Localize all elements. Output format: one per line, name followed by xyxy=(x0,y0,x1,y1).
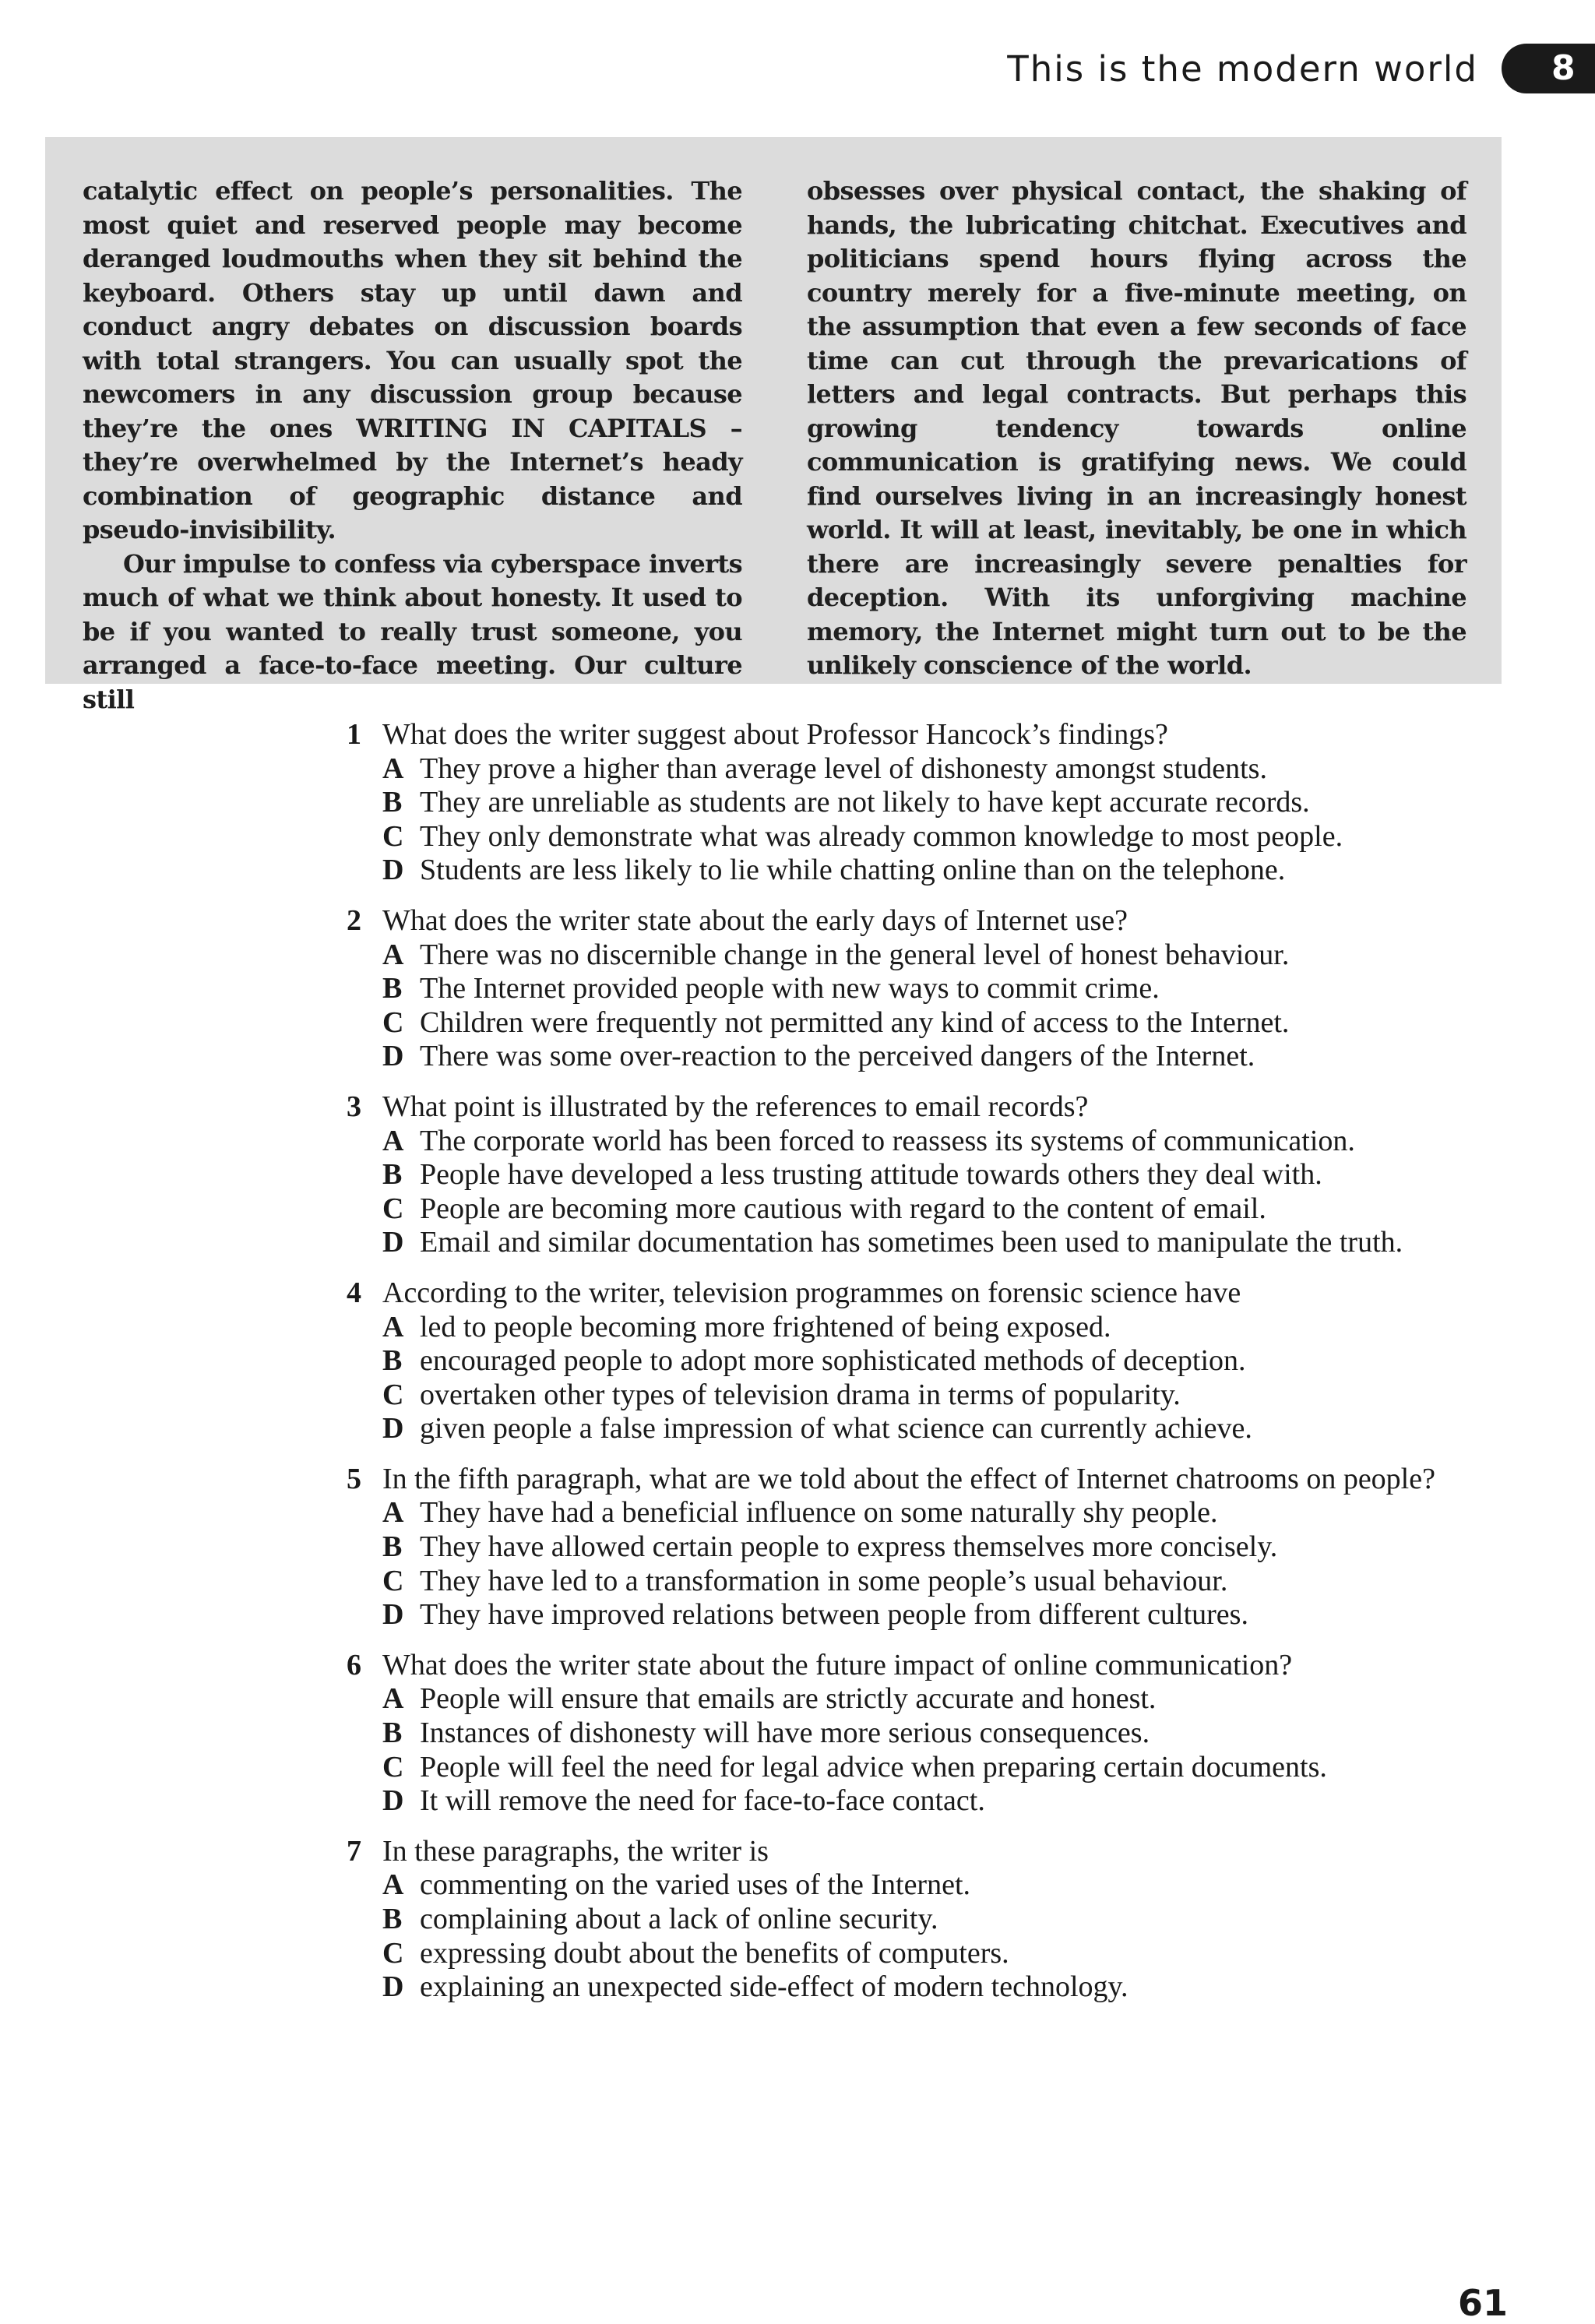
option-letter: C xyxy=(382,1564,404,1597)
answer-option xyxy=(347,1226,1515,1260)
question-number: 1 xyxy=(347,718,361,751)
answer-option xyxy=(347,786,1515,820)
option-text: They have led to a transformation in some people’s usual behaviour. xyxy=(420,1564,1228,1597)
question-item xyxy=(347,1090,1515,1260)
answer-option xyxy=(347,1344,1515,1379)
answer-option xyxy=(347,1158,1515,1192)
page-header-title: This is the modern world xyxy=(1007,48,1478,90)
option-letter: A xyxy=(382,1682,404,1716)
option-text: Students are less likely to lie while chatting online than on the telephone. xyxy=(420,854,1286,887)
question-item xyxy=(347,904,1515,1074)
reading-column-left xyxy=(83,174,742,717)
option-letter: A xyxy=(382,938,404,971)
answer-option xyxy=(347,1717,1515,1751)
question-item xyxy=(347,1463,1515,1632)
option-letter: A xyxy=(382,1310,404,1343)
option-letter: C xyxy=(382,1378,404,1411)
question-stem: What does the writer suggest about Professor Hancock’s findings? xyxy=(382,718,1168,751)
option-letter: D xyxy=(382,1598,404,1632)
option-text: Children were frequently not permitted any kind of access to the Internet. xyxy=(420,1005,1290,1039)
answer-option xyxy=(347,752,1515,787)
option-text: People will ensure that emails are strictly accurate and honest. xyxy=(420,1682,1157,1716)
option-letter: A xyxy=(382,752,404,785)
option-letter: B xyxy=(382,786,403,819)
option-letter: C xyxy=(382,819,404,853)
option-text: overtaken other types of television drama in terms of popularity. xyxy=(420,1378,1181,1411)
option-letter: D xyxy=(382,1784,404,1818)
option-text: They have allowed certain people to express themselves more concisely. xyxy=(420,1530,1278,1564)
question-item xyxy=(347,1835,1515,2005)
answer-option xyxy=(347,1412,1515,1446)
option-letter: B xyxy=(382,1158,403,1192)
option-letter: D xyxy=(382,854,404,887)
option-text: commenting on the varied uses of the Internet. xyxy=(420,1868,971,1902)
option-text: People have developed a less trusting attitude towards others they deal with. xyxy=(420,1158,1322,1192)
question-item xyxy=(347,1649,1515,1819)
questions-list xyxy=(347,718,1515,2021)
option-text: People will feel the need for legal advice when preparing certain documents. xyxy=(420,1750,1327,1783)
option-letter: B xyxy=(382,1530,403,1564)
answer-option xyxy=(347,1868,1515,1903)
option-text: There was some over-reaction to the perceived dangers of the Internet. xyxy=(420,1040,1255,1073)
answer-option xyxy=(347,1784,1515,1819)
answer-option xyxy=(347,1006,1515,1041)
question-number: 6 xyxy=(347,1648,361,1681)
reading-paragraph: Our impulse to confess via cyberspace inverts much of what we think about honesty. It used to be if you wanted to really trust someone, you arranged a face-to-face meeting. Our culture still xyxy=(83,548,742,714)
option-letter: B xyxy=(382,1903,403,1935)
answer-option xyxy=(347,1751,1515,1785)
option-text: People are becoming more cautious with regard to the content of email. xyxy=(420,1192,1266,1225)
question-stem-row xyxy=(347,1463,1515,1497)
answer-option xyxy=(347,1598,1515,1632)
question-stem: In these paragraphs, the writer is xyxy=(382,1834,769,1868)
question-number: 7 xyxy=(347,1834,361,1868)
answer-option xyxy=(347,1937,1515,1971)
answer-option xyxy=(347,820,1515,854)
option-letter: A xyxy=(382,1124,404,1157)
question-stem-row xyxy=(347,1835,1515,1869)
option-text: given people a false impression of what science can currently achieve. xyxy=(420,1412,1252,1445)
question-stem-row xyxy=(347,1276,1515,1311)
option-text: explaining an unexpected side-effect of modern technology. xyxy=(420,1970,1128,2004)
question-stem-row xyxy=(347,904,1515,938)
option-letter: A xyxy=(382,1868,404,1902)
option-letter: A xyxy=(382,1496,404,1530)
option-text: The Internet provided people with new ways to commit crime. xyxy=(420,972,1160,1005)
answer-option xyxy=(347,1192,1515,1227)
answer-option xyxy=(347,1565,1515,1599)
question-stem-row xyxy=(347,718,1515,752)
option-letter: D xyxy=(382,1226,404,1259)
option-text: led to people becoming more frightened of being exposed. xyxy=(420,1310,1111,1343)
option-text: They are unreliable as students are not likely to have kept accurate records. xyxy=(420,786,1310,819)
option-letter: D xyxy=(382,1412,404,1445)
answer-option xyxy=(347,1903,1515,1937)
option-text: expressing doubt about the benefits of computers. xyxy=(420,1936,1009,1970)
answer-option xyxy=(347,1496,1515,1530)
question-stem: What does the writer state about the early days of Internet use? xyxy=(382,903,1128,937)
reading-paragraph: obsesses over physical contact, the shaking of hands, the lubricating chitchat. Executives and politicians spend hours flying across the country merely for a five-minute meeting, on the assumption that even a few seconds of face time can cut through the prevarications of letters and legal contracts. But perhaps this growing tendency towards online communication is gratifying news. We could find ourselves living in an increasingly honest world. It will at least, inevitably, be one in which there are increasingly severe penalties for deception. With its unforgiving machine memory, the Internet might turn out to be the unlikely conscience of the world. xyxy=(807,176,1466,680)
option-letter: C xyxy=(382,1192,404,1225)
option-letter: D xyxy=(382,1970,404,2004)
question-stem: According to the writer, television programmes on forensic science have xyxy=(382,1276,1241,1309)
answer-option xyxy=(347,938,1515,973)
option-letter: B xyxy=(382,1344,403,1378)
question-number: 3 xyxy=(347,1090,361,1123)
option-letter: D xyxy=(382,1040,404,1073)
question-item xyxy=(347,1276,1515,1446)
question-number: 5 xyxy=(347,1462,361,1495)
answer-option xyxy=(347,972,1515,1006)
question-stem: What point is illustrated by the references to email records? xyxy=(382,1090,1089,1123)
question-stem-row xyxy=(347,1649,1515,1683)
option-text: They only demonstrate what was already common knowledge to most people. xyxy=(420,819,1343,853)
chapter-badge: 8 xyxy=(1502,44,1595,93)
answer-option xyxy=(347,1040,1515,1074)
option-text: They have improved relations between people from different cultures. xyxy=(420,1598,1248,1632)
option-letter: B xyxy=(382,1717,403,1750)
question-number: 4 xyxy=(347,1276,361,1309)
option-letter: C xyxy=(382,1750,404,1783)
question-stem-row xyxy=(347,1090,1515,1125)
reading-paragraph: catalytic effect on people’s personalities. The most quiet and reserved people may become deranged loudmouths when they sit behind the keyboard. Others stay up until dawn and conduct angry debates on discussion boards with total strangers. You can usually spot the newcomers in any discussion group because they’re the ones WRITING IN CAPITALS – they’re overwhelmed by the Internet’s heady combination of geographic distance and pseudo-invisibility. xyxy=(83,176,742,544)
answer-option xyxy=(347,1311,1515,1345)
option-text: Email and similar documentation has sometimes been used to manipulate the truth. xyxy=(420,1226,1403,1259)
option-text: They prove a higher than average level of dishonesty amongst students. xyxy=(420,752,1267,785)
answer-option xyxy=(347,1125,1515,1159)
option-letter: C xyxy=(382,1936,404,1970)
question-stem: What does the writer state about the future impact of online communication? xyxy=(382,1648,1293,1681)
question-item xyxy=(347,718,1515,888)
option-text: It will remove the need for face-to-face contact. xyxy=(420,1784,985,1818)
page-number: 61 xyxy=(1458,2282,1509,2324)
answer-option xyxy=(347,1530,1515,1565)
answer-option xyxy=(347,1970,1515,2005)
option-letter: C xyxy=(382,1005,404,1039)
answer-option xyxy=(347,854,1515,888)
option-text: Instances of dishonesty will have more serious consequences. xyxy=(420,1717,1150,1750)
answer-option xyxy=(347,1379,1515,1413)
option-letter: B xyxy=(382,972,403,1005)
option-text: The corporate world has been forced to reassess its systems of communication. xyxy=(420,1124,1355,1157)
answer-option xyxy=(347,1682,1515,1717)
reading-passage-box xyxy=(45,137,1502,714)
question-number: 2 xyxy=(347,903,361,937)
option-text: complaining about a lack of online security. xyxy=(420,1903,938,1935)
option-text: encouraged people to adopt more sophisticated methods of deception. xyxy=(420,1344,1246,1378)
reading-column-right xyxy=(807,174,1466,683)
option-text: There was no discernible change in the general level of honest behaviour. xyxy=(420,938,1290,971)
option-text: They have had a beneficial influence on some naturally shy people. xyxy=(420,1496,1218,1530)
question-stem: In the fifth paragraph, what are we told about the effect of Internet chatrooms on people? xyxy=(382,1462,1435,1495)
